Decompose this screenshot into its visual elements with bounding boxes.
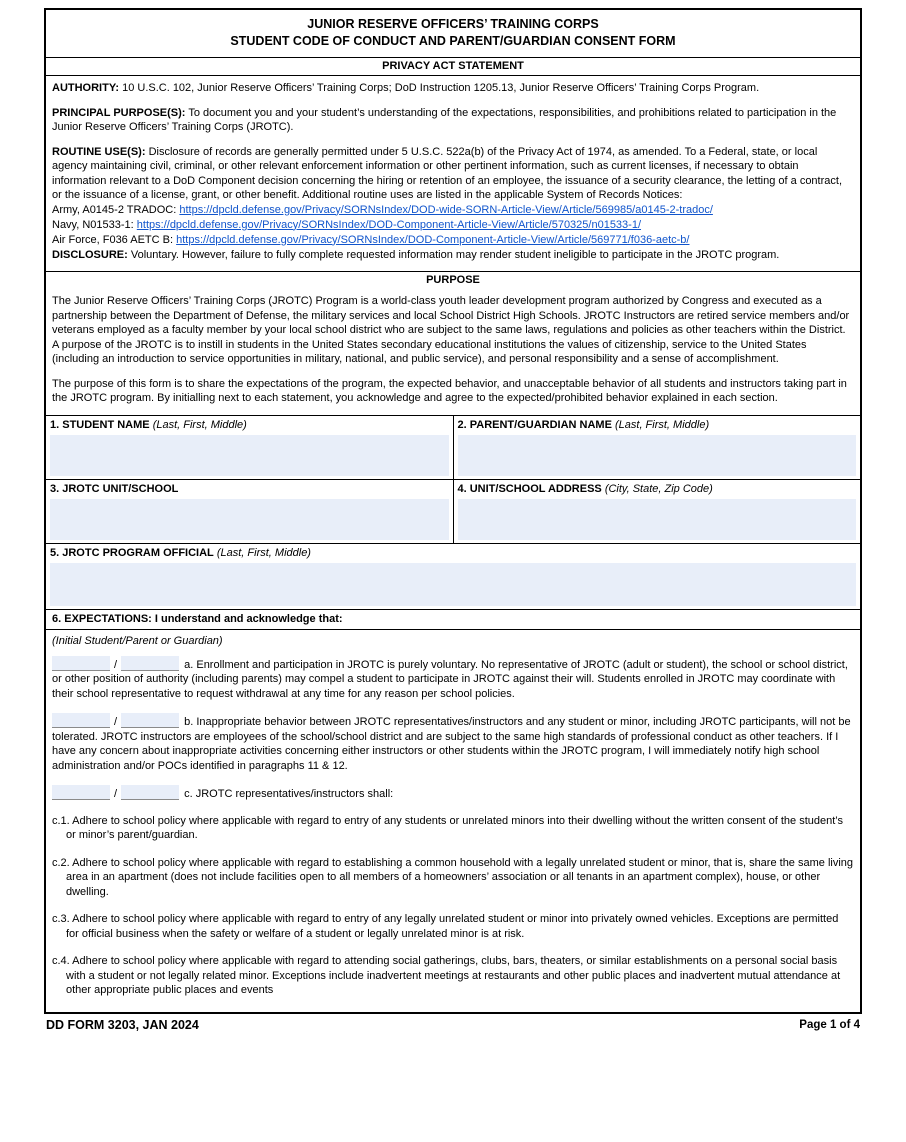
fields-row-2 [46, 479, 860, 543]
initial-slash-b: / [114, 716, 118, 728]
parent-guardian-name-input[interactable] [458, 435, 857, 476]
sorn-air-force-label: Air Force, F036 AETC B: [52, 233, 174, 246]
unit-school-address-input[interactable] [458, 499, 857, 540]
privacy-act-section [46, 57, 860, 271]
initial-slash-a: / [114, 658, 118, 671]
privacy-act-header: PRIVACY ACT STATEMENT [46, 58, 860, 76]
unit-school-address-cell [453, 479, 860, 543]
unit-school-address-label [458, 482, 857, 496]
jrotc-program-official-cell [46, 543, 860, 609]
sorn-navy-link[interactable]: https://dpcld.defense.gov/Privacy/SORNsIndex/DOD-Component-Article-View/Article/570325/n01533-1/ [136, 218, 642, 231]
purpose-paragraph-2: The purpose of this form is to share the expectations of the program, the expected behavior, and unacceptable behavior of all students and instructors taking part in the JROTC program. By initialling next to each statement, you acknowledge and agree to the expected/prohibited behavior explained in each section. [52, 377, 847, 404]
dd-form-3203-page [44, 8, 862, 1032]
purpose-header: PURPOSE [426, 274, 480, 286]
principal-purpose-label: PRINCIPAL PURPOSE(S): [52, 106, 186, 119]
principal-purpose-paragraph [52, 106, 854, 135]
form-title-line2: STUDENT CODE OF CONDUCT AND PARENT/GUARDIAN CONSENT FORM [230, 34, 676, 48]
sorn-row-navy [52, 218, 854, 233]
routine-use-label: ROUTINE USE(S): [52, 145, 146, 158]
parent-initial-input-a[interactable] [121, 656, 179, 671]
initial-hint: (Initial Student/Parent or Guardian) [52, 634, 223, 647]
sorn-air-force-link[interactable]: https://dpcld.defense.gov/Privacy/SORNsIndex/DOD-Component-Article-View/Article/569771/f036-aetc-b/ [176, 233, 690, 246]
unit-school-address-hint: (City, State, Zip Code) [604, 482, 713, 495]
expectation-item-b [52, 713, 854, 773]
student-name-label-text: 1. STUDENT NAME [50, 418, 150, 431]
authority-text: 10 U.S.C. 102, Junior Reserve Officers’ Training Corps; DoD Instruction 1205.13, Junior Reserve Officers’ Training Corps Program. [122, 82, 760, 94]
student-initial-input-a[interactable] [52, 656, 110, 671]
jrotc-program-official-hint: (Last, First, Middle) [216, 546, 311, 559]
purpose-body [46, 289, 860, 415]
authority-paragraph [52, 81, 854, 96]
jrotc-unit-school-input[interactable] [50, 499, 449, 540]
jrotc-program-official-label-text: 5. JROTC PROGRAM OFFICIAL [50, 546, 214, 559]
purpose-paragraph-1: The Junior Reserve Officers’ Training Corps (JROTC) Program is a world-class youth leader development program authorized by Congress and executed as a partnership between the Department of Defense, the military services and local School District High Schools. JROTC Instructors are retired service members and/or veterans employed as a faculty member by your local school district who are subject to the same laws, regulations and policies as other teachers within the District. A purpose of the JROTC is to instill in students in the United States secondary educational institutions the values of citizenship, service to the United States (including an introduction to service opportunities in military, national, and public service), and personal responsibility and a sense of accomplishment. [52, 295, 850, 365]
sorn-army-label: Army, A0145-2 TRADOC: [52, 203, 177, 216]
student-name-input[interactable] [50, 435, 449, 476]
jrotc-program-official-input[interactable] [50, 563, 856, 606]
form-body [44, 8, 862, 1014]
fields-row-3 [46, 543, 860, 609]
routine-use-paragraph [52, 145, 854, 203]
sorn-row-army [52, 203, 854, 218]
student-name-cell [46, 415, 453, 479]
expectation-text-b: b. Inappropriate behavior between JROTC representatives/instructors and any student or minor, including JROTC participants, will not be tolerated. JROTC instructors are employees of the school/school district and are subject to the same high standards of professional conduct as other teachers. If I have any concern about inappropriate activities concerning either instructors or other students within the JROTC program, I will immediately notify high school administration and/or POCs identified in paragraphs 11 & 12. [52, 716, 851, 772]
jrotc-unit-school-label [50, 482, 449, 496]
jrotc-program-official-label [50, 546, 856, 560]
jrotc-unit-school-cell [46, 479, 453, 543]
identification-fields-table [46, 415, 860, 609]
form-title-line1: JUNIOR RESERVE OFFICERS’ TRAINING CORPS [307, 17, 599, 31]
disclosure-paragraph [52, 248, 854, 263]
principal-purpose-text: To document you and your student’s understanding of the expectations, responsibilities, and prohibitions related to participation in the Junior Reserve Officers’ Training Corps (JROTC). [52, 106, 837, 133]
parent-guardian-name-cell [453, 415, 860, 479]
routine-use-text: Disclosure of records are generally permitted under 5 U.S.C. 522a(b) of the Privacy Act of 1974, as amended. To a Federal, state, or local agency maintaining civil, criminal, or other relevant enforcement information or other pertinent information, such as current licenses, if necessary to obtain information relevant to a DoD Component decision concerning the hiring or retention of an employee, the issuance of a security clearance, the letting of a contract, or the issuance of a license, grant, or other benefit. Additional routine uses are listed in the applicable System of Records Notices: [52, 145, 843, 201]
expectations-header: 6. EXPECTATIONS: I understand and acknowledge that: [46, 610, 860, 630]
unit-school-address-label-text: 4. UNIT/SCHOOL ADDRESS [457, 482, 602, 495]
expectations-section [46, 609, 860, 1012]
student-initial-input-b[interactable] [52, 713, 110, 728]
disclosure-label: DISCLOSURE: [52, 248, 128, 261]
expectation-subitem-c3: c.3. Adhere to school policy where applicable with regard to entry of any legally unrelated student or minor into privately owned vehicles. Exceptions are permitted for official business when the safety or welfare of a student or legally unrelated minor is at risk. [52, 913, 839, 940]
parent-initial-input-c[interactable] [121, 785, 179, 800]
form-footer [44, 1014, 862, 1032]
expectation-subitem-c2: c.2. Adhere to school policy where applicable with regard to establishing a common household with a legally unrelated student or minor, that is, share the same living area in an apartment (does not include facilities open to all members of a homeowners’ association or all tenants in an apartment complex), house, or other dwelling. [52, 856, 854, 898]
parent-initial-input-b[interactable] [121, 713, 179, 728]
parent-guardian-name-hint: (Last, First, Middle) [614, 418, 710, 431]
sorn-army-link[interactable]: https://dpcld.defense.gov/Privacy/SORNsIndex/DOD-wide-SORN-Article-View/Article/569985/a0145-2-tradoc/ [179, 203, 713, 216]
expectation-subitem-c1: c.1. Adhere to school policy where applicable with regard to entry of any students or unrelated minors into their dwelling without the written consent of the student’s or minor’s parent/guardian. [52, 814, 844, 841]
privacy-act-body [46, 76, 860, 271]
disclosure-text: Voluntary. However, failure to fully complete requested information may render student ineligible to participate in the JROTC program. [130, 248, 780, 261]
parent-guardian-name-label-text: 2. PARENT/GUARDIAN NAME [457, 418, 612, 431]
parent-guardian-name-label [458, 418, 857, 432]
fields-row-1 [46, 415, 860, 479]
expectation-text-c: c. JROTC representatives/instructors shall: [184, 788, 394, 800]
form-number: DD FORM 3203, JAN 2024 [46, 1017, 199, 1032]
form-title-block [46, 10, 860, 57]
initial-slash-c: / [114, 788, 118, 800]
sorn-row-air-force [52, 233, 854, 248]
sorn-navy-label: Navy, N01533-1: [52, 218, 134, 231]
expectation-subitem-c4: c.4. Adhere to school policy where applicable with regard to attending social gatherings, clubs, bars, theaters, or similar establishments on a personal social basis with a student or not legally related minor. Exceptions include inadvertent meetings at restaurants and other public places and inadvertent mutual attendance at other appropriate public places and events [52, 955, 841, 996]
expectation-item-c [52, 785, 854, 802]
page-number: Page 1 of 4 [799, 1018, 860, 1031]
student-name-hint: (Last, First, Middle) [152, 418, 247, 431]
student-initial-input-c[interactable] [52, 785, 110, 800]
student-name-label [50, 418, 449, 432]
expectations-body [46, 630, 860, 1012]
expectation-text-a: a. Enrollment and participation in JROTC is purely voluntary. No representative of JROTC (adult or student), the school or school district, or other position of authority (including parents) may compel a student to participate in JROTC against their will. Students enrolled in JROTC may coordinate with their school representative to request withdrawal at any time for any reason per school policies. [52, 658, 848, 700]
purpose-section [46, 271, 860, 415]
expectation-item-a [52, 656, 854, 702]
authority-label: AUTHORITY: [52, 82, 120, 94]
jrotc-unit-school-label-text: 3. JROTC UNIT/SCHOOL [50, 482, 179, 495]
